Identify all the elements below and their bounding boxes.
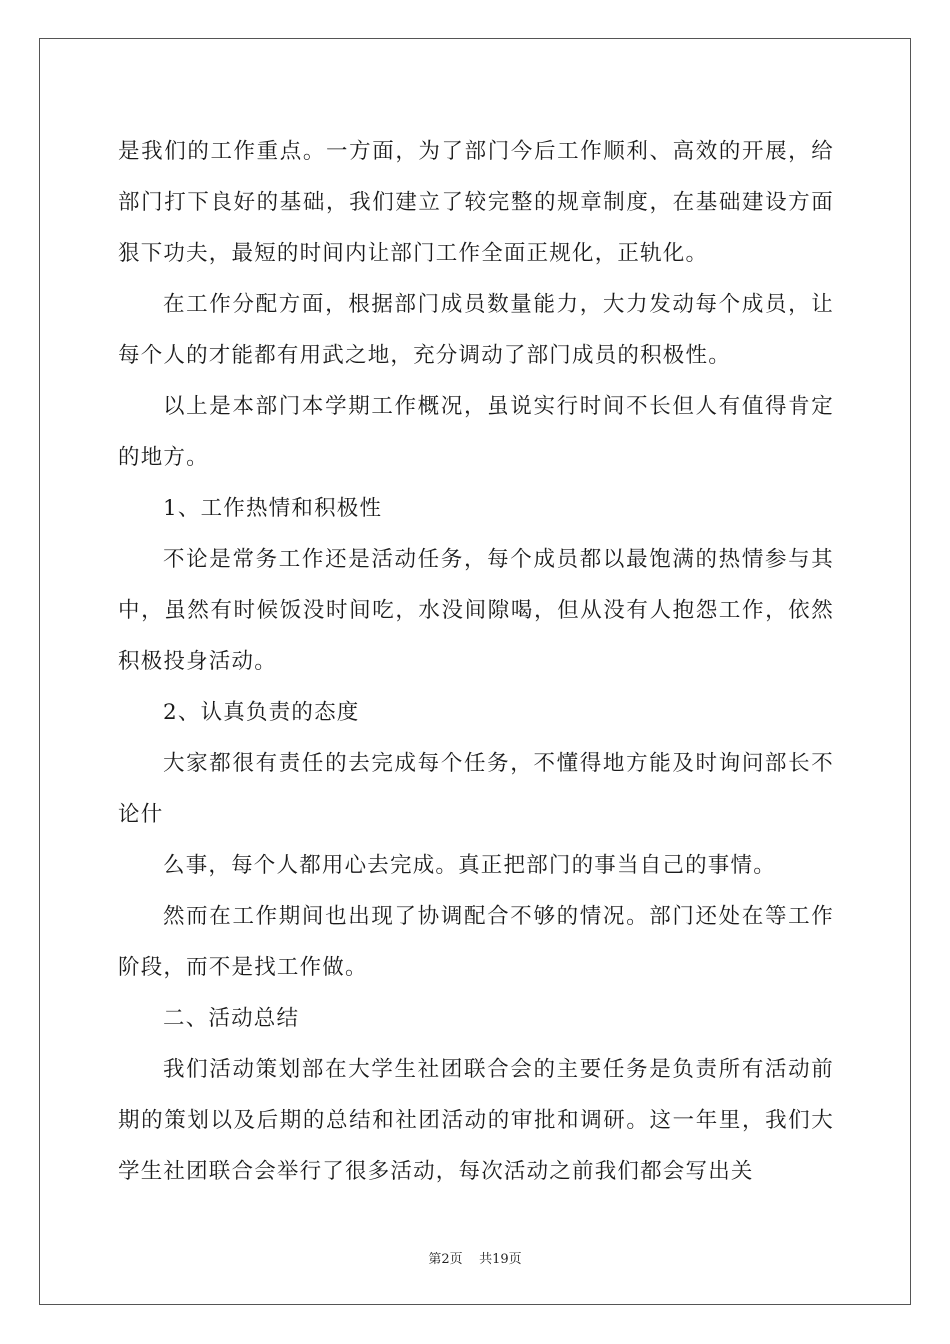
paragraph-1: 是我们的工作重点。一方面，为了部门今后工作顺利、高效的开展，给部门打下良好的基础，我们建立了较完整的规章制度，在基础建设方面狠下功夫，最短的时间内让部门工作全面正规化，正轨化。 [118, 139, 834, 266]
current-page-number: 第2页 [428, 1252, 463, 1267]
page-footer [0, 1248, 950, 1267]
section-heading-1: 1、工作热情和积极性 [163, 496, 383, 521]
paragraph-6: 么事，每个人都用心去完成。真正把部门的事当自己的事情。 [163, 853, 776, 878]
paragraph-8: 我们活动策划部在大学生社团联合会的主要任务是负责所有活动前期的策划以及后期的总结和社团活动的审批和调研。这一年里，我们大学生社团联合会举行了很多活动，每次活动之前我们都会写出关 [118, 1057, 834, 1184]
paragraph-7: 然而在工作期间也出现了协调配合不够的情况。部门还处在等工作阶段，而不是找工作做。 [118, 904, 834, 980]
section-heading-2: 2、认真负责的态度 [163, 700, 360, 725]
paragraph-3: 以上是本部门本学期工作概况，虽说实行时间不长但人有值得肯定的地方。 [118, 394, 834, 470]
document-body [118, 126, 834, 1197]
section-heading-3: 二、活动总结 [163, 1006, 300, 1031]
paragraph-2: 在工作分配方面，根据部门成员数量能力，大力发动每个成员，让每个人的才能都有用武之地，充分调动了部门成员的积极性。 [118, 292, 834, 368]
paragraph-5: 大家都很有责任的去完成每个任务，不懂得地方能及时询问部长不论什 [118, 751, 834, 827]
paragraph-4: 不论是常务工作还是活动任务，每个成员都以最饱满的热情参与其中，虽然有时候饭没时间吃，水没间隙喝，但从没有人抱怨工作，依然积极投身活动。 [118, 547, 834, 674]
total-page-count: 共19页 [479, 1252, 522, 1267]
